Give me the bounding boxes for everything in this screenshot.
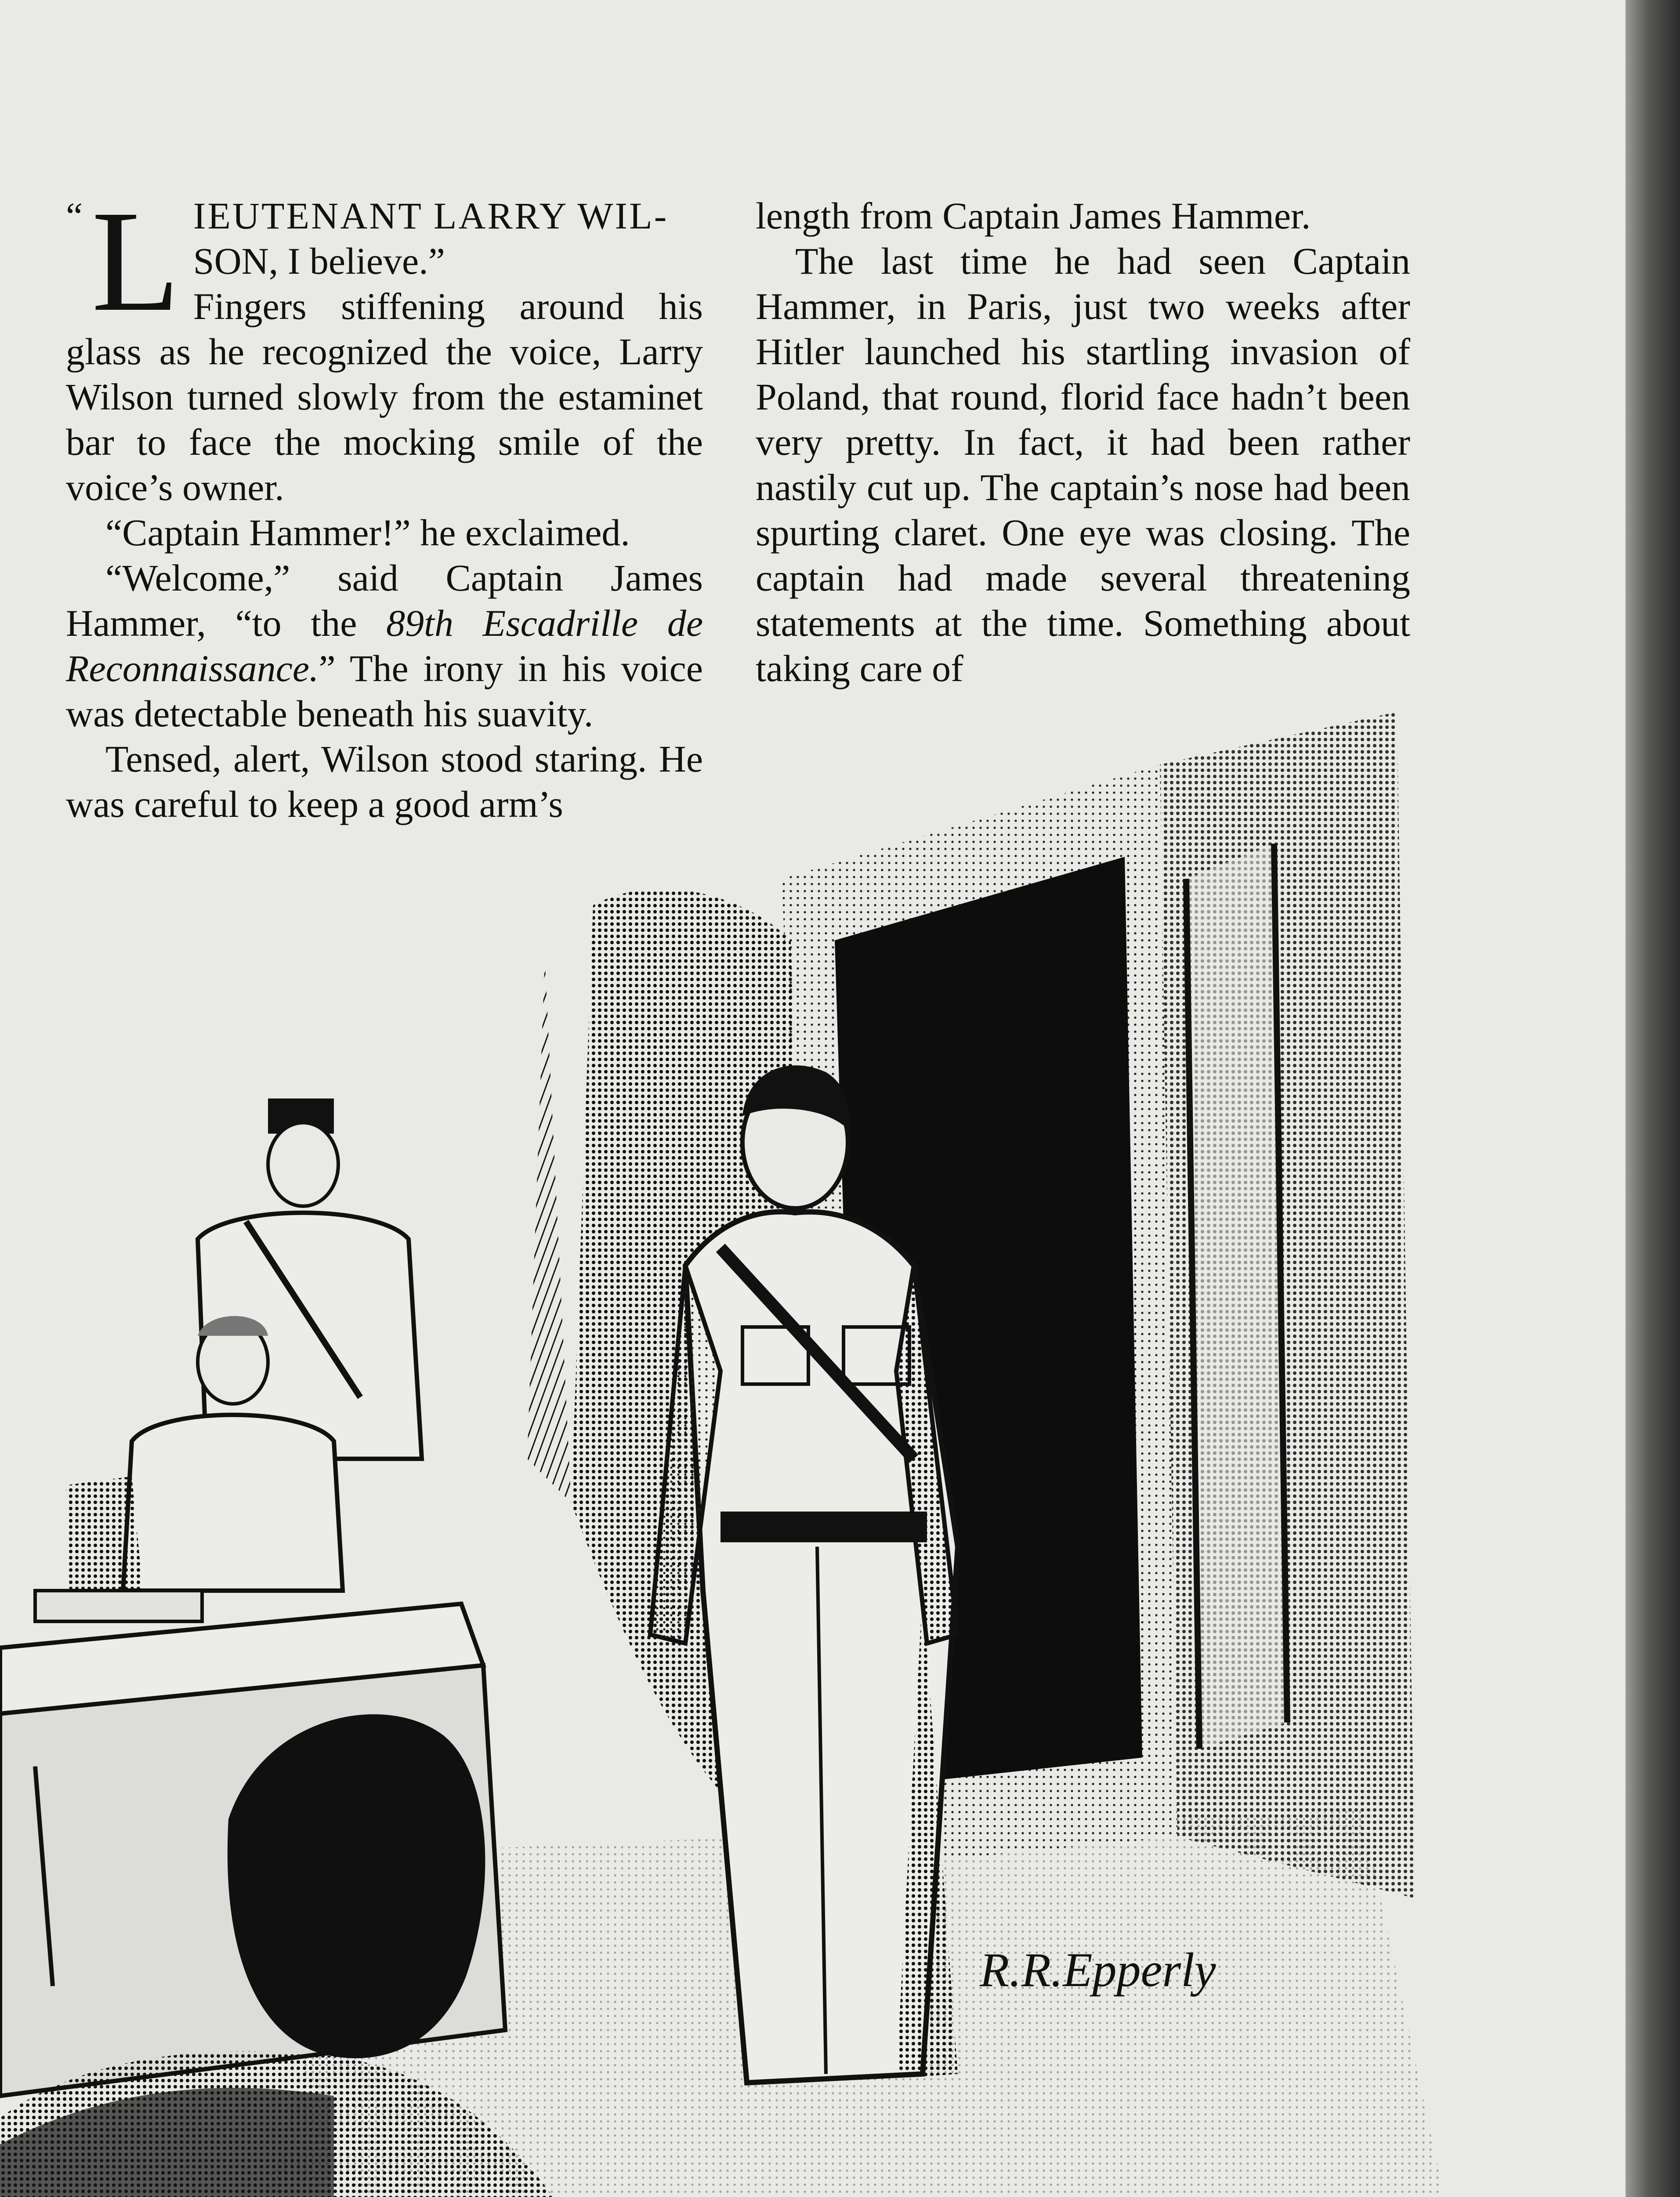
- paragraph-2: “Captain Hammer!” he exclaimed.: [105, 511, 630, 554]
- drop-cap: L: [91, 181, 180, 341]
- story-illustration: [0, 712, 1494, 2197]
- right-text-column: [756, 193, 1410, 691]
- story-opening: [66, 181, 703, 510]
- welcome-lead: “Welcome,” said Captain James Hammer, “to the: [66, 557, 703, 644]
- opening-line-2: SON, I believe.”: [193, 240, 445, 282]
- paragraph-4: Tensed, alert, Wilson stood staring. He was careful to keep a good arm’s: [66, 738, 703, 825]
- artist-signature: [975, 1933, 1248, 2021]
- right-paragraph-2: The last time he had seen Captain Hammer, in Paris, just two weeks after Hitler launched his startling invasion of Poland, that round, florid face hadn’t been very pretty. In fact, it had been rather nastily cut up. The captain’s nose had been spurting claret. One eye was closing. The captain had made several threatening statements at the time. Something about taking care of: [756, 240, 1410, 689]
- paragraph-3: [66, 555, 703, 736]
- background-officers: [66, 1098, 422, 1617]
- escadrille-italic: 89th Escadrille de Reconnaissance.: [66, 602, 703, 689]
- signature-text: R.R.Epperly: [980, 1943, 1216, 1997]
- right-paragraph-1: length from Captain James Hammer.: [756, 195, 1311, 237]
- page-edge-shadow: [1626, 0, 1680, 2197]
- paragraph-1: Fingers stiffening around his glass as he recognized the voice, Larry Wilson turned slowly from the estaminet bar to face the mocking smile of the voice’s owner.: [66, 285, 703, 508]
- opening-quote: “: [66, 195, 83, 237]
- welcome-tail: ” The irony in his voice was detectable beneath his suavity.: [66, 647, 703, 735]
- opening-caps-line: IEUTENANT LARRY WIL-: [193, 195, 669, 237]
